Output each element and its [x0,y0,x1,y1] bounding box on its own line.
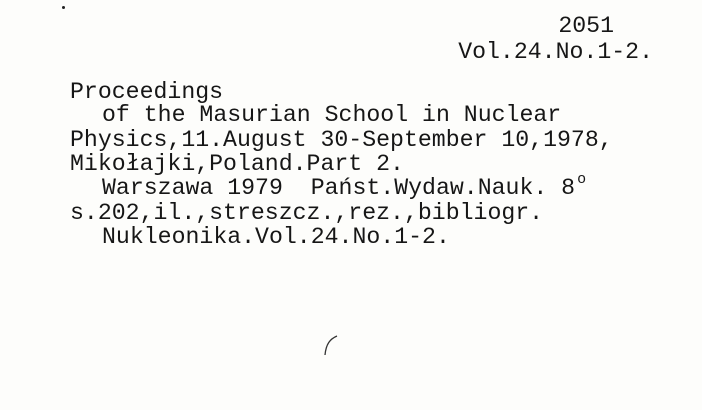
series-line: Nukleonika.Vol.24.No.1-2. [102,224,450,250]
title-line-2: of the Masurian School in Nuclear [102,102,562,128]
ink-speck [62,6,65,9]
collation-line: s.202,il.,streszcz.,rez.,bibliogr. [70,200,544,226]
title-line-3: Physics,11.August 30-September 10,1978, [70,127,613,153]
imprint-text: Warszawa 1979 Państ.Wydaw.Nauk. 8 [102,175,576,201]
imprint-line [102,171,587,203]
format-superscript: o [577,171,587,188]
call-number: 2051 [558,13,614,39]
volume-reference: Vol.24.No.1-2. [458,39,653,65]
title-line-4: Mikołajki,Poland.Part 2. [70,151,404,177]
pencil-mark [322,335,342,357]
title-line-1: Proceedings [70,79,224,105]
